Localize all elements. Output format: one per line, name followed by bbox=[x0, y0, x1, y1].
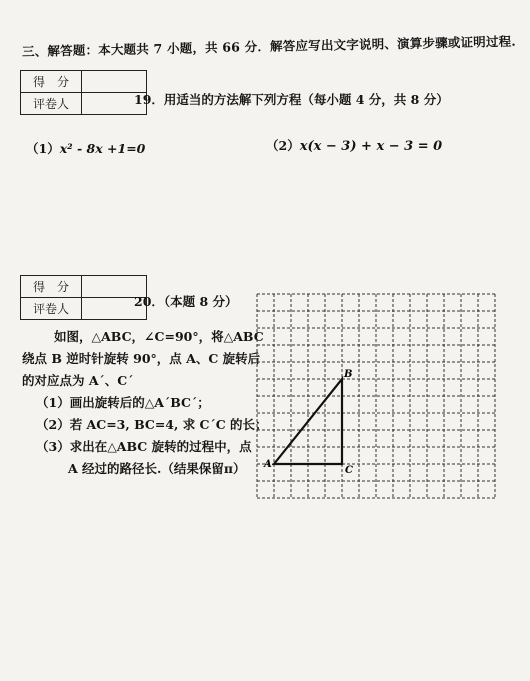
section-title: 三、解答题：本大题共 7 小题，共 66 分．解答应写出文字说明、演算步骤或证明过程. bbox=[21, 33, 517, 59]
grader-label: 评卷人 bbox=[21, 93, 82, 115]
q19-part1 bbox=[26, 139, 145, 157]
q19-part2 bbox=[266, 136, 442, 154]
q19-part2-label: （2） bbox=[266, 138, 300, 153]
label-b: B bbox=[344, 369, 353, 380]
q20-item3: （3）求出在△ABC 旋转的过程中，点 bbox=[36, 439, 252, 454]
q19-header: 19．用适当的方法解下列方程（每小题 4 分，共 8 分） bbox=[134, 92, 449, 107]
q20-item2: （2）若 AC=3, BC=4, 求 C´C 的长； bbox=[36, 417, 268, 432]
q20-line3: 的对应点为 A´、C´ bbox=[22, 373, 134, 388]
score-label: 得 分 bbox=[21, 71, 82, 93]
grader-label: 评卷人 bbox=[21, 298, 82, 320]
q19-part1-equation: x² - 8x +1=0 bbox=[59, 141, 146, 156]
grid-lines bbox=[257, 294, 495, 498]
score-label: 得 分 bbox=[21, 276, 82, 298]
q20-text bbox=[22, 326, 268, 480]
q20-line1: 如图，△ABC，∠C=90°，将△ABC bbox=[54, 329, 264, 344]
score-table-q20 bbox=[20, 275, 147, 320]
label-a: A bbox=[264, 459, 272, 470]
score-table-q19 bbox=[20, 70, 147, 115]
q20-item3-cont: A 经过的路径长.（结果保留π） bbox=[68, 461, 246, 476]
q19-part1-label: （1） bbox=[26, 141, 60, 156]
q19-part2-equation: x(x − 3) + x − 3 = 0 bbox=[299, 139, 443, 154]
grid-figure bbox=[255, 292, 499, 500]
q20-line2: 绕点 B 逆时针旋转 90°，点 A、C 旋转后 bbox=[22, 351, 261, 366]
q20-item1: （1）画出旋转后的△A´BC´； bbox=[36, 395, 210, 410]
q20-header: 20．（本题 8 分） bbox=[134, 294, 238, 309]
label-c: C bbox=[345, 465, 353, 476]
